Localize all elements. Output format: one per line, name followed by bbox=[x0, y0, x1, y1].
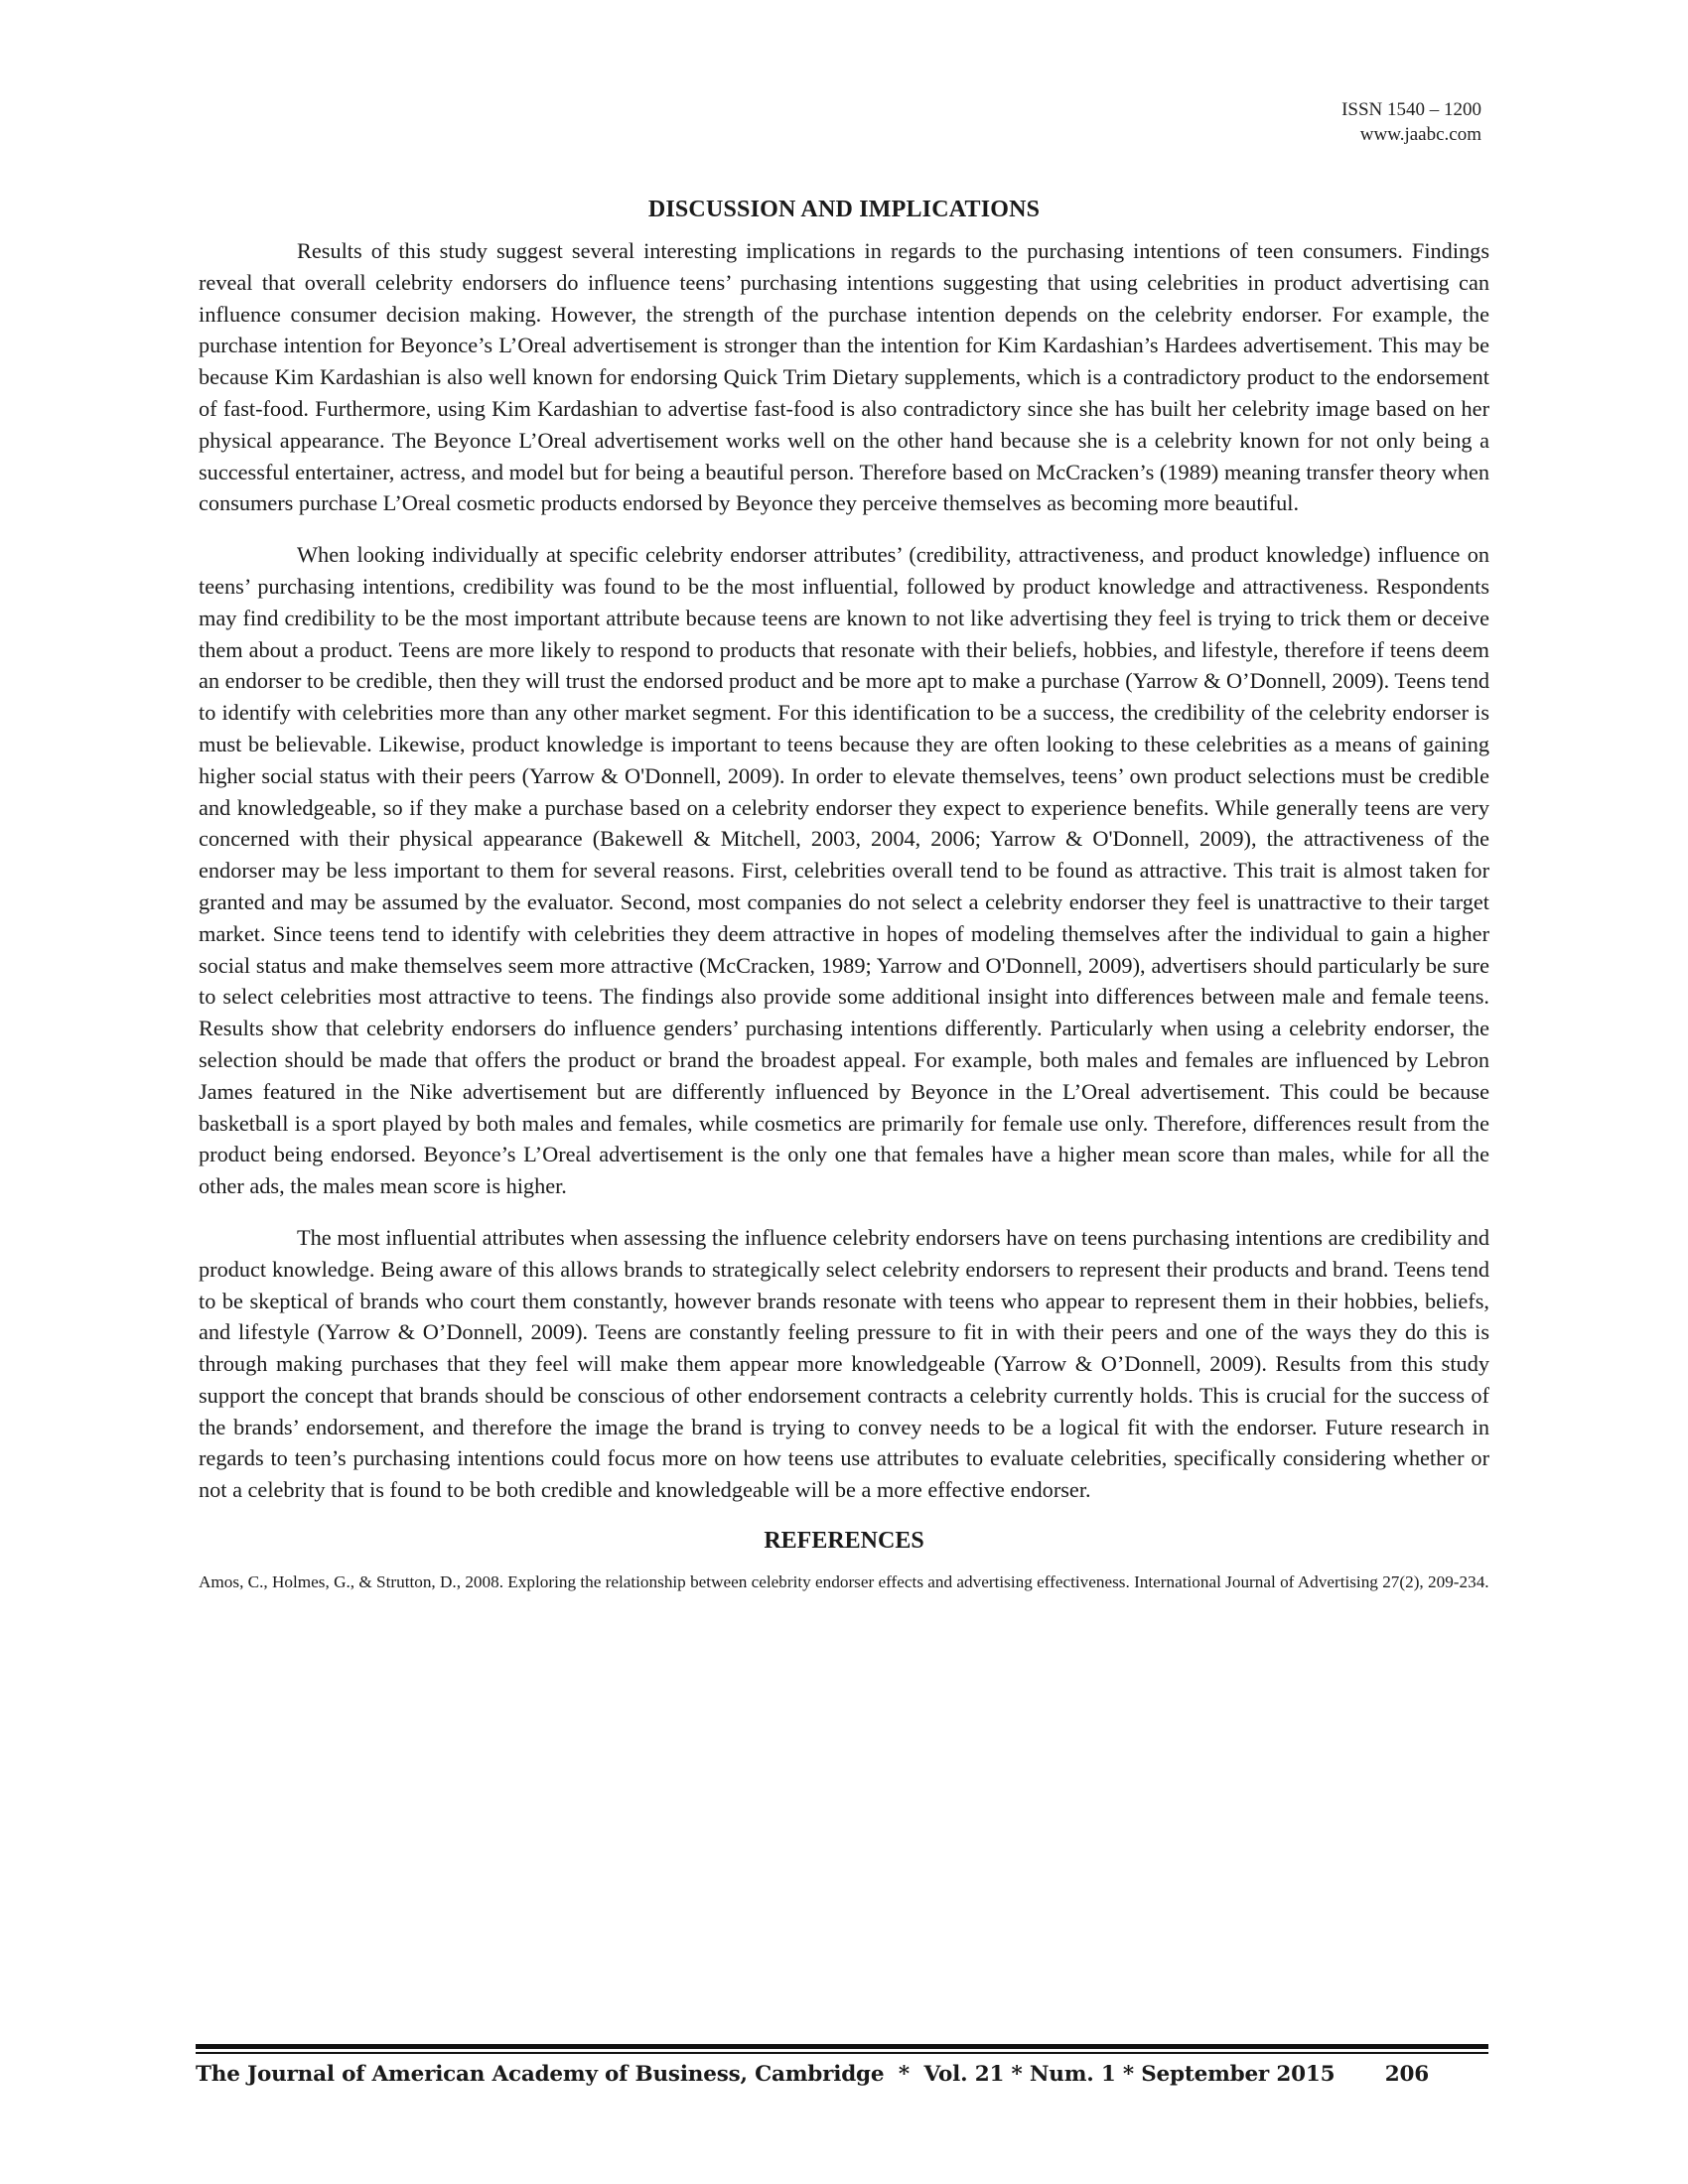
body-paragraph: When looking individually at specific celebrity endorser attributes’ (credibility, attractiveness, and product knowledge) influence on teens’ purchasing intentions, credibility was found to be the most influential, followed by product knowledge and attractiveness. Respondents may find credibility to be the most important attribute because teens are known to not like advertising they feel is trying to trick them or deceive them about a product. Teens are more likely to respond to products that resonate with their beliefs, hobbies, and lifestyle, therefore if teens deem an endorser to be credible, then they will trust the endorsed product and be more apt to make a purchase (Yarrow & O’Donnell, 2009). Teens tend to identify with celebrities more than any other market segment. For this identification to be a success, the credibility of the celebrity endorser is must be believable. Likewise, product knowledge is important to teens because they are often looking to these celebrities as a means of gaining higher social status with their peers (Yarrow & O'Donnell, 2009). In order to elevate themselves, teens’ own product selections must be credible and knowledgeable, so if they make a purchase based on a celebrity endorser they expect to experience benefits. While generally teens are very concerned with their physical appearance (Bakewell & Mitchell, 2003, 2004, 2006; Yarrow & O'Donnell, 2009), the attractiveness of the endorser may be less important to them for several reasons. First, celebrities overall tend to be found as attractive. This trait is almost taken for granted and may be assumed by the evaluator. Second, most companies do not select a celebrity endorser they feel is unattractive to their target market. Since teens tend to identify with celebrities they deem attractive in hopes of modeling themselves after the individual to gain a higher social status and make themselves seem more attractive (McCracken, 1989; Yarrow and O'Donnell, 2009), advertisers should particularly be sure to select celebrities most attractive to teens. The findings also provide some additional insight into differences between male and female teens. Results show that celebrity endorsers do influence genders’ purchasing intentions differently. Particularly when using a celebrity endorser, the selection should be made that offers the product or brand the broadest appeal. For example, both males and females are influenced by Lebron James featured in the Nike advertisement but are differently influenced by Beyonce in the L’Oreal advertisement. This could be because basketball is a sport played by both males and females, while cosmetics are primarily for female use only. Therefore, differences result from the product being endorsed. Beyonce’s L’Oreal advertisement is the only one that females have a higher mean score than males, while for all the other ads, the males mean score is higher. bbox=[199, 542, 1489, 1199]
journal-citation: The Journal of American Academy of Business, Cambridge * Vol. 21 * Num. 1 * September 2015 bbox=[196, 2062, 1336, 2087]
footer-text bbox=[196, 2062, 1488, 2087]
references-title: REFERENCES bbox=[764, 1528, 924, 1555]
website-label: www.jaabc.com bbox=[1359, 124, 1481, 145]
issn-label: ISSN 1540 – 1200 bbox=[1341, 99, 1481, 120]
page-footer bbox=[196, 2044, 1488, 2087]
footer-rule-thick bbox=[196, 2044, 1488, 2049]
page-number: 206 bbox=[1384, 2062, 1429, 2087]
body-paragraph: Results of this study suggest several interesting implications in regards to the purchasing intentions of teen consumers. Findings reveal that overall celebrity endorsers do influence teens’ purchasing intentions suggesting that using celebrities in product advertising can influence consumer decision making. However, the strength of the purchase intention depends on the celebrity endorser. For example, the purchase intention for Beyonce’s L’Oreal advertisement is stronger than the intention for Kim Kardashian’s Hardees advertisement. This may be because Kim Kardashian is also well known for endorsing Quick Trim Dietary supplements, which is a contradictory product to the endorsement of fast-food. Furthermore, using Kim Kardashian to advertise fast-food is also contradictory since she has built her celebrity image based on her physical appearance. The Beyonce L’Oreal advertisement works well on the other hand because she is a celebrity known for not only being a successful entertainer, actress, and model but for being a beautiful person. Therefore based on McCracken’s (1989) meaning transfer theory when consumers purchase L’Oreal cosmetic products endorsed by Beyonce they perceive themselves as becoming more beautiful. bbox=[199, 238, 1489, 516]
reference-entry: Amos, C., Holmes, G., & Strutton, D., 2008. Exploring the relationship between celebrity endorser effects and advertising effectiveness. International Journal of Advertising 27(2), 209-234. bbox=[199, 1572, 1489, 1592]
page-header bbox=[1341, 97, 1481, 147]
body-paragraph: The most influential attributes when assessing the influence celebrity endorsers have on teens purchasing intentions are credibility and product knowledge. Being aware of this allows brands to strategically select celebrity endorsers to represent their products and brand. Teens tend to be skeptical of brands who court them constantly, however brands resonate with teens who appear to represent them in their hobbies, beliefs, and lifestyle (Yarrow & O’Donnell, 2009). Teens are constantly feeling pressure to fit in with their peers and one of the ways they do this is through making purchases that they feel will make them appear more knowledgeable (Yarrow & O’Donnell, 2009). Results from this study support the concept that brands should be conscious of other endorsement contracts a celebrity currently holds. This is crucial for the success of the brands’ endorsement, and therefore the image the brand is trying to convey needs to be a logical fit with the endorser. Future research in regards to teen’s purchasing intentions could focus more on how teens use attributes to evaluate celebrities, specifically considering whether or not a celebrity that is found to be both credible and knowledgeable will be a more effective endorser. bbox=[199, 1224, 1489, 1503]
section-title: DISCUSSION AND IMPLICATIONS bbox=[647, 197, 1041, 222]
page-content bbox=[199, 197, 1489, 1593]
footer-rule-thin bbox=[196, 2052, 1488, 2054]
